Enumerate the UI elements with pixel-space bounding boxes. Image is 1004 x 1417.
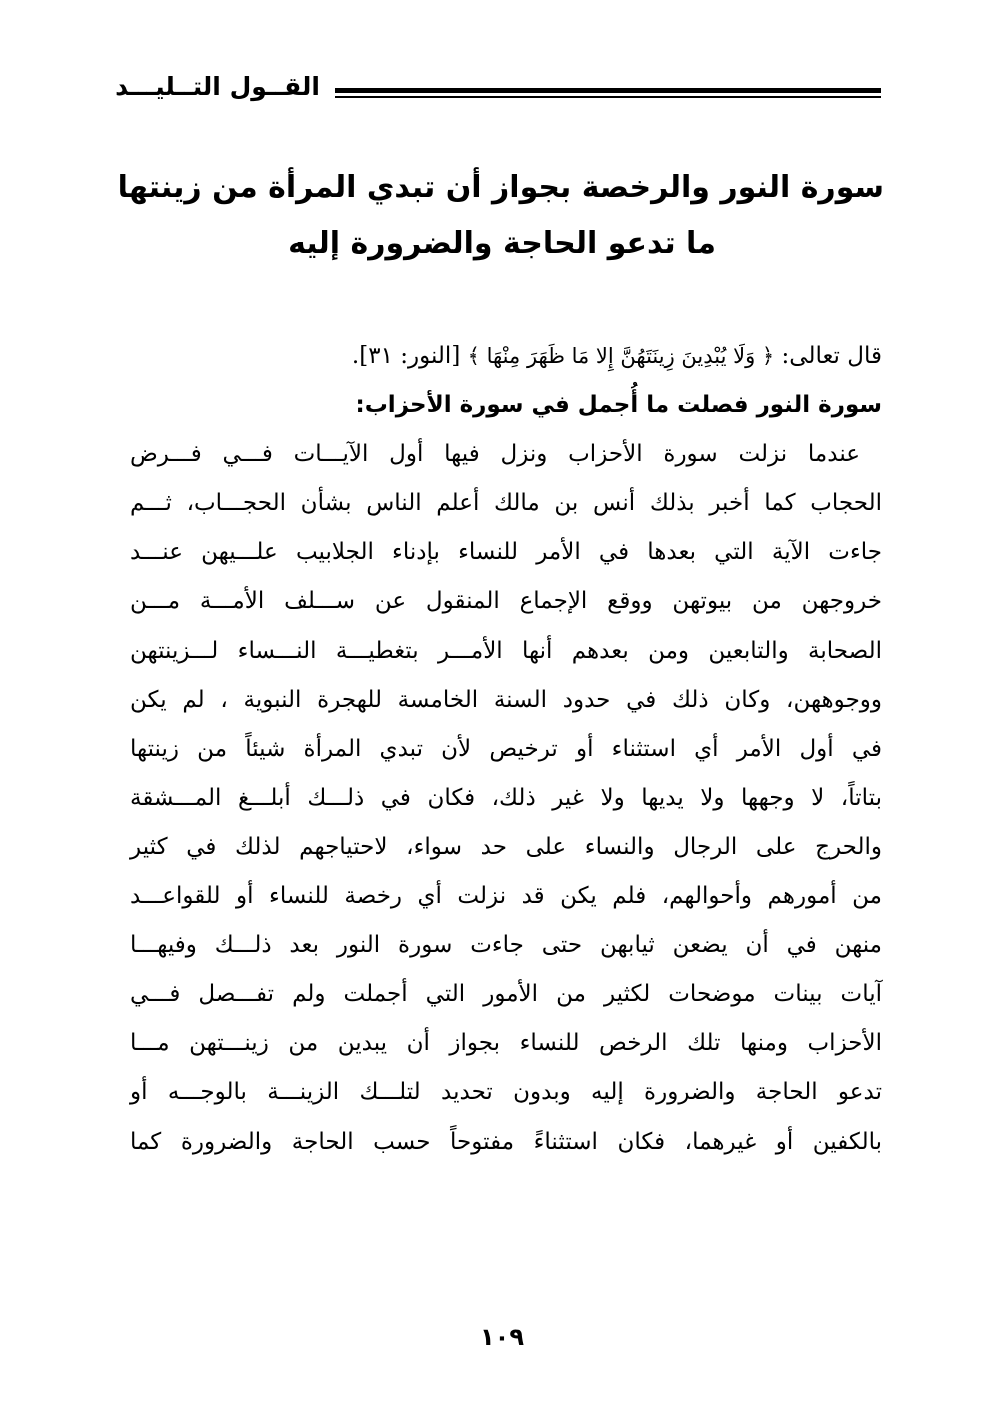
paragraph-line: الحجاب كما أخبر بذلك أنس بن مالك أعلم الناس بشأن الحجـــاب، ثـــم <box>130 490 882 517</box>
header-rule-thin <box>335 96 881 98</box>
paragraph-line: منهن في أن يضعن ثيابهن حتى جاءت سورة النور بعد ذلـــك وفيهـــا <box>130 932 882 959</box>
header-double-rule <box>335 88 881 100</box>
paragraph-line: من أمورهم وأحوالهم، فلم يكن قد نزلت أي رخصة للنساء أو للقواعـــد <box>130 883 882 910</box>
paragraph-line: في أول الأمر أي استثناء أو ترخيص لأن تبدي المرأة شيئاً من زينتها <box>130 735 882 762</box>
paragraph-line: والحرج على الرجال والنساء على حد سواء، لاحتياجهم لذلك في كثير <box>130 833 882 860</box>
paragraph-line: الصحابة والتابعين ومن بعدهم أنها الأمـــر بتغطيـــة النـــساء لـــزينتهن <box>130 637 882 664</box>
quote-line <box>130 332 882 381</box>
running-head-title: القــول التــليـــد <box>115 72 320 101</box>
header-rule-thick <box>335 88 881 93</box>
paragraph-line: ووجوههن، وكان ذلك في حدود السنة الخامسة للهجرة النبوية ، لم يكن <box>130 686 882 713</box>
paragraph-line: تدعو الحاجة والضرورة إليه وبدون تحديد لتلـــك الزينـــة بالوجـــه أو <box>130 1079 882 1106</box>
paragraph-line: بالكفين أو غيرهما، فكان استثناءً مفتوحاً حسب الحاجة والضرورة كما <box>130 1128 882 1155</box>
paragraph-line: بتاتاً، لا وجهها ولا يديها ولا غير ذلك، فكان في ذلـــك أبلـــغ المـــشقة <box>130 784 882 811</box>
quote-intro: قال تعالى: <box>781 343 882 369</box>
paragraph-line: الأحزاب ومنها تلك الرخص للنساء بجواز أن يبدين من زينـــتهن مـــا <box>130 1030 882 1057</box>
paragraph-line: عندما نزلت سورة الأحزاب ونزل فيها أول الآيـــات فـــي فـــرض <box>130 441 860 468</box>
page-number: ١٠٩ <box>480 1323 524 1351</box>
section-subheading: سورة النور فصلت ما أُجمل في سورة الأحزاب: <box>355 392 882 419</box>
paragraph-line: آيات بينات موضحات لكثير من الأمور التي أجملت ولم تفـــصل فـــي <box>130 981 882 1008</box>
quran-verse: ﴿ وَلَا يُبْدِينَ زِينَتَهُنَّ إِلا مَا ظَهَرَ مِنْهَا ﴾ <box>467 344 775 368</box>
chapter-title <box>117 160 884 272</box>
paragraph-line: خروجهن من بيوتهن ووقع الإجماع المنقول عن ســـلف الأمـــة مـــن <box>130 588 883 615</box>
verse-reference: [النور: ٣١]. <box>351 343 461 369</box>
body-text <box>130 332 882 1167</box>
chapter-title-line-2: ما تدعو الحاجة والضرورة إليه <box>288 226 716 261</box>
paragraph-line: جاءت الآية التي بعدها في الأمر للنساء بإدناء الجلابيب علـــيهن عنـــد <box>130 539 882 566</box>
chapter-title-line-1: سورة النور والرخصة بجواز أن تبدي المرأة من زينتها <box>117 170 884 205</box>
